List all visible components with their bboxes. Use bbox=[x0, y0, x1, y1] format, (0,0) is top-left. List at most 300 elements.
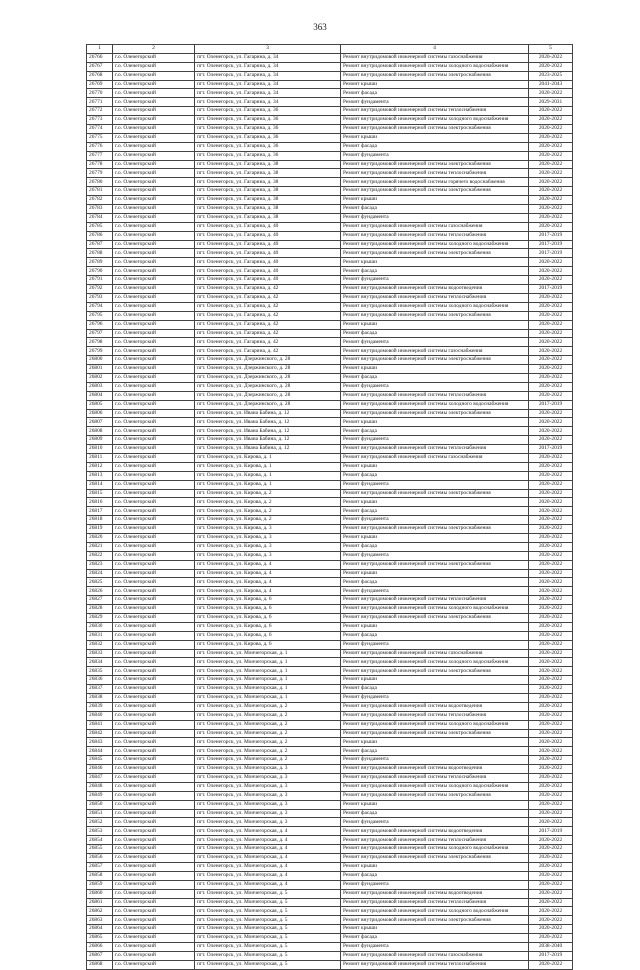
work-type-cell: Ремонт внутридомовой инженерной системы водоотведения bbox=[341, 765, 529, 774]
address-cell: пгт. Оленегорск, ул. Гагарина, д. 36 bbox=[195, 107, 341, 116]
row-number-cell: 26857 bbox=[87, 862, 113, 871]
work-type-cell: Ремонт внутридомовой инженерной системы электроснабжения bbox=[341, 614, 529, 623]
work-type-cell: Ремонт внутридомовой инженерной системы холодного водоснабжения bbox=[341, 116, 529, 125]
work-type-cell: Ремонт внутридомовой инженерной системы электроснабжения bbox=[341, 71, 529, 80]
period-cell: 2020-2022 bbox=[529, 516, 573, 525]
row-number-cell: 26826 bbox=[87, 587, 113, 596]
table-row bbox=[87, 667, 573, 676]
address-cell: пгт. Оленегорск, ул. Гагарина, д. 34 bbox=[195, 80, 341, 89]
period-cell: 2020-2022 bbox=[529, 738, 573, 747]
row-number-cell: 26794 bbox=[87, 302, 113, 311]
municipality-cell: г.о. Оленегорский bbox=[113, 605, 195, 614]
row-number-cell: 26849 bbox=[87, 791, 113, 800]
period-cell: 2020-2022 bbox=[529, 222, 573, 231]
table-row bbox=[87, 631, 573, 640]
period-cell: 2020-2022 bbox=[529, 694, 573, 703]
work-type-cell: Ремонт внутридомовой инженерной системы газоснабжения bbox=[341, 649, 529, 658]
address-cell: пгт. Оленегорск, ул. Дзержинского, д. 28 bbox=[195, 356, 341, 365]
municipality-cell: г.о. Оленегорский bbox=[113, 685, 195, 694]
work-type-cell: Ремонт внутридомовой инженерной системы электроснабжения bbox=[341, 854, 529, 863]
municipality-cell: г.о. Оленегорский bbox=[113, 934, 195, 943]
period-cell: 2020-2022 bbox=[529, 178, 573, 187]
work-type-cell: Ремонт внутридомовой инженерной системы холодного водоснабжения bbox=[341, 302, 529, 311]
period-cell: 2020-2022 bbox=[529, 533, 573, 542]
work-type-cell: Ремонт крыши bbox=[341, 320, 529, 329]
row-number-cell: 26844 bbox=[87, 747, 113, 756]
municipality-cell: г.о. Оленегорский bbox=[113, 169, 195, 178]
row-number-cell: 26811 bbox=[87, 453, 113, 462]
work-type-cell: Ремонт фасада bbox=[341, 747, 529, 756]
row-number-cell: 26830 bbox=[87, 622, 113, 631]
row-number-cell: 26832 bbox=[87, 640, 113, 649]
row-number-cell: 26850 bbox=[87, 800, 113, 809]
row-number-cell: 26800 bbox=[87, 356, 113, 365]
row-number-cell: 26781 bbox=[87, 187, 113, 196]
address-cell: пгт. Оленегорск, ул. Гагарина, д. 38 bbox=[195, 213, 341, 222]
period-cell: 2023-2025 bbox=[529, 71, 573, 80]
table-row bbox=[87, 711, 573, 720]
address-cell: пгт. Оленегорск, ул. Ивана Бабина, д. 12 bbox=[195, 418, 341, 427]
municipality-cell: г.о. Оленегорский bbox=[113, 178, 195, 187]
row-number-cell: 26789 bbox=[87, 258, 113, 267]
work-type-cell: Ремонт фундамента bbox=[341, 516, 529, 525]
row-number-cell: 26852 bbox=[87, 818, 113, 827]
municipality-cell: г.о. Оленегорский bbox=[113, 916, 195, 925]
row-number-cell: 26784 bbox=[87, 213, 113, 222]
works-table bbox=[86, 44, 573, 970]
period-cell: 2020-2022 bbox=[529, 89, 573, 98]
municipality-cell: г.о. Оленегорский bbox=[113, 622, 195, 631]
period-cell: 2020-2022 bbox=[529, 53, 573, 62]
municipality-cell: г.о. Оленегорский bbox=[113, 293, 195, 302]
work-type-cell: Ремонт фасада bbox=[341, 267, 529, 276]
municipality-cell: г.о. Оленегорский bbox=[113, 880, 195, 889]
row-number-cell: 26799 bbox=[87, 347, 113, 356]
municipality-cell: г.о. Оленегорский bbox=[113, 480, 195, 489]
table-row bbox=[87, 614, 573, 623]
address-cell: пгт. Оленегорск, ул. Гагарина, д. 38 bbox=[195, 178, 341, 187]
address-cell: пгт. Оленегорск, ул. Мончегорская, д. 4 bbox=[195, 871, 341, 880]
municipality-cell: г.о. Оленегорский bbox=[113, 578, 195, 587]
address-cell: пгт. Оленегорск, ул. Мончегорская, д. 2 bbox=[195, 720, 341, 729]
work-type-cell: Ремонт внутридомовой инженерной системы газоснабжения bbox=[341, 53, 529, 62]
address-cell: пгт. Оленегорск, ул. Мончегорская, д. 1 bbox=[195, 649, 341, 658]
work-type-cell: Ремонт внутридомовой инженерной системы холодного водоснабжения bbox=[341, 720, 529, 729]
municipality-cell: г.о. Оленегорский bbox=[113, 320, 195, 329]
address-cell: пгт. Оленегорск, ул. Кирова, д. 6 bbox=[195, 640, 341, 649]
table-row bbox=[87, 889, 573, 898]
row-number-cell: 26778 bbox=[87, 160, 113, 169]
period-cell: 2020-2022 bbox=[529, 809, 573, 818]
table-row bbox=[87, 836, 573, 845]
row-number-cell: 26836 bbox=[87, 676, 113, 685]
address-cell: пгт. Оленегорск, ул. Гагарина, д. 42 bbox=[195, 329, 341, 338]
row-number-cell: 26848 bbox=[87, 782, 113, 791]
row-number-cell: 26867 bbox=[87, 951, 113, 960]
work-type-cell: Ремонт внутридомовой инженерной системы теплоснабжения bbox=[341, 231, 529, 240]
municipality-cell: г.о. Оленегорский bbox=[113, 489, 195, 498]
work-type-cell: Ремонт фундамента bbox=[341, 98, 529, 107]
municipality-cell: г.о. Оленегорский bbox=[113, 702, 195, 711]
address-cell: пгт. Оленегорск, ул. Мончегорская, д. 5 bbox=[195, 942, 341, 951]
address-cell: пгт. Оленегорск, ул. Кирова, д. 6 bbox=[195, 622, 341, 631]
work-type-cell: Ремонт внутридомовой инженерной системы электроснабжения bbox=[341, 667, 529, 676]
work-type-cell: Ремонт внутридомовой инженерной системы холодного водоснабжения bbox=[341, 62, 529, 71]
municipality-cell: г.о. Оленегорский bbox=[113, 356, 195, 365]
row-number-cell: 26853 bbox=[87, 827, 113, 836]
period-cell: 2020-2022 bbox=[529, 934, 573, 943]
period-cell: 2020-2022 bbox=[529, 907, 573, 916]
work-type-cell: Ремонт фасада bbox=[341, 685, 529, 694]
address-cell: пгт. Оленегорск, ул. Мончегорская, д. 4 bbox=[195, 854, 341, 863]
row-number-cell: 26815 bbox=[87, 489, 113, 498]
address-cell: пгт. Оленегорск, ул. Кирова, д. 3 bbox=[195, 551, 341, 560]
address-cell: пгт. Оленегорск, ул. Кирова, д. 3 bbox=[195, 542, 341, 551]
table-row bbox=[87, 934, 573, 943]
row-number-cell: 26770 bbox=[87, 89, 113, 98]
table-row bbox=[87, 356, 573, 365]
municipality-cell: г.о. Оленегорский bbox=[113, 133, 195, 142]
municipality-cell: г.о. Оленегорский bbox=[113, 614, 195, 623]
work-type-cell: Ремонт фасада bbox=[341, 578, 529, 587]
row-number-cell: 26855 bbox=[87, 845, 113, 854]
row-number-cell: 26838 bbox=[87, 694, 113, 703]
period-cell: 2020-2022 bbox=[529, 916, 573, 925]
municipality-cell: г.о. Оленегорский bbox=[113, 747, 195, 756]
address-cell: пгт. Оленегорск, ул. Мончегорская, д. 5 bbox=[195, 925, 341, 934]
table-row bbox=[87, 329, 573, 338]
work-type-cell: Ремонт фасада bbox=[341, 507, 529, 516]
address-cell: пгт. Оленегорск, ул. Гагарина, д. 42 bbox=[195, 320, 341, 329]
table-row bbox=[87, 747, 573, 756]
period-cell: 2020-2022 bbox=[529, 525, 573, 534]
table-row bbox=[87, 418, 573, 427]
row-number-cell: 26839 bbox=[87, 702, 113, 711]
address-cell: пгт. Оленегорск, ул. Мончегорская, д. 4 bbox=[195, 845, 341, 854]
work-type-cell: Ремонт фасада bbox=[341, 809, 529, 818]
address-cell: пгт. Оленегорск, ул. Мончегорская, д. 3 bbox=[195, 782, 341, 791]
period-cell: 2020-2022 bbox=[529, 685, 573, 694]
table-row bbox=[87, 818, 573, 827]
row-number-cell: 26783 bbox=[87, 205, 113, 214]
row-number-cell: 26767 bbox=[87, 62, 113, 71]
period-cell: 2038-2040 bbox=[529, 942, 573, 951]
address-cell: пгт. Оленегорск, ул. Гагарина, д. 40 bbox=[195, 276, 341, 285]
municipality-cell: г.о. Оленегорский bbox=[113, 960, 195, 969]
work-type-cell: Ремонт крыши bbox=[341, 622, 529, 631]
address-cell: пгт. Оленегорск, ул. Дзержинского, д. 28 bbox=[195, 382, 341, 391]
municipality-cell: г.о. Оленегорский bbox=[113, 125, 195, 134]
municipality-cell: г.о. Оленегорский bbox=[113, 907, 195, 916]
municipality-cell: г.о. Оленегорский bbox=[113, 720, 195, 729]
work-type-cell: Ремонт внутридомовой инженерной системы электроснабжения bbox=[341, 791, 529, 800]
period-cell: 2020-2022 bbox=[529, 329, 573, 338]
period-cell: 2020-2022 bbox=[529, 436, 573, 445]
municipality-cell: г.о. Оленегорский bbox=[113, 756, 195, 765]
table-row bbox=[87, 347, 573, 356]
work-type-cell: Ремонт фасада bbox=[341, 427, 529, 436]
municipality-cell: г.о. Оленегорский bbox=[113, 338, 195, 347]
table-row bbox=[87, 196, 573, 205]
row-number-cell: 26818 bbox=[87, 516, 113, 525]
table-row bbox=[87, 925, 573, 934]
table-row bbox=[87, 587, 573, 596]
municipality-cell: г.о. Оленегорский bbox=[113, 222, 195, 231]
period-cell: 2020-2022 bbox=[529, 720, 573, 729]
work-type-cell: Ремонт внутридомовой инженерной системы газоснабжения bbox=[341, 222, 529, 231]
table-row bbox=[87, 276, 573, 285]
period-cell: 2020-2022 bbox=[529, 453, 573, 462]
address-cell: пгт. Оленегорск, ул. Гагарина, д. 40 bbox=[195, 240, 341, 249]
row-number-cell: 26860 bbox=[87, 889, 113, 898]
municipality-cell: г.о. Оленегорский bbox=[113, 471, 195, 480]
table-row bbox=[87, 827, 573, 836]
municipality-cell: г.о. Оленегорский bbox=[113, 160, 195, 169]
work-type-cell: Ремонт фасада bbox=[341, 871, 529, 880]
table-row bbox=[87, 249, 573, 258]
period-cell: 2020-2022 bbox=[529, 596, 573, 605]
row-number-cell: 26787 bbox=[87, 240, 113, 249]
period-cell: 2020-2022 bbox=[529, 116, 573, 125]
row-number-cell: 26791 bbox=[87, 276, 113, 285]
municipality-cell: г.о. Оленегорский bbox=[113, 507, 195, 516]
row-number-cell: 26766 bbox=[87, 53, 113, 62]
work-type-cell: Ремонт фасада bbox=[341, 142, 529, 151]
municipality-cell: г.о. Оленегорский bbox=[113, 676, 195, 685]
work-type-cell: Ремонт внутридомовой инженерной системы электроснабжения bbox=[341, 560, 529, 569]
work-type-cell: Ремонт фундамента bbox=[341, 276, 529, 285]
municipality-cell: г.о. Оленегорский bbox=[113, 827, 195, 836]
work-type-cell: Ремонт внутридомовой инженерной системы теплоснабжения bbox=[341, 596, 529, 605]
period-cell: 2020-2022 bbox=[529, 711, 573, 720]
row-number-cell: 26817 bbox=[87, 507, 113, 516]
period-cell: 2020-2022 bbox=[529, 489, 573, 498]
period-cell: 2020-2022 bbox=[529, 702, 573, 711]
row-number-cell: 26847 bbox=[87, 774, 113, 783]
period-cell: 2020-2022 bbox=[529, 196, 573, 205]
row-number-cell: 26813 bbox=[87, 471, 113, 480]
municipality-cell: г.о. Оленегорский bbox=[113, 871, 195, 880]
table-row bbox=[87, 107, 573, 116]
table-row bbox=[87, 756, 573, 765]
period-cell: 2020-2022 bbox=[529, 631, 573, 640]
work-type-cell: Ремонт внутридомовой инженерной системы теплоснабжения bbox=[341, 898, 529, 907]
row-number-cell: 26768 bbox=[87, 71, 113, 80]
row-number-cell: 26801 bbox=[87, 365, 113, 374]
municipality-cell: г.о. Оленегорский bbox=[113, 542, 195, 551]
period-cell: 2020-2022 bbox=[529, 160, 573, 169]
period-cell: 2020-2022 bbox=[529, 729, 573, 738]
table-row bbox=[87, 365, 573, 374]
table-row bbox=[87, 436, 573, 445]
row-number-cell: 26773 bbox=[87, 116, 113, 125]
table-row bbox=[87, 551, 573, 560]
work-type-cell: Ремонт внутридомовой инженерной системы водоотведения bbox=[341, 285, 529, 294]
table-row bbox=[87, 409, 573, 418]
municipality-cell: г.о. Оленегорский bbox=[113, 498, 195, 507]
table-row bbox=[87, 916, 573, 925]
row-number-cell: 26809 bbox=[87, 436, 113, 445]
row-number-cell: 26846 bbox=[87, 765, 113, 774]
address-cell: пгт. Оленегорск, ул. Мончегорская, д. 3 bbox=[195, 800, 341, 809]
address-cell: пгт. Оленегорск, ул. Гагарина, д. 34 bbox=[195, 53, 341, 62]
work-type-cell: Ремонт фундамента bbox=[341, 694, 529, 703]
municipality-cell: г.о. Оленегорский bbox=[113, 62, 195, 71]
municipality-cell: г.о. Оленегорский bbox=[113, 596, 195, 605]
address-cell: пгт. Оленегорск, ул. Мончегорская, д. 5 bbox=[195, 916, 341, 925]
work-type-cell: Ремонт крыши bbox=[341, 862, 529, 871]
period-cell: 2017-2019 bbox=[529, 240, 573, 249]
period-cell: 2020-2022 bbox=[529, 854, 573, 863]
table-row bbox=[87, 98, 573, 107]
period-cell: 2020-2022 bbox=[529, 480, 573, 489]
address-cell: пгт. Оленегорск, ул. Гагарина, д. 36 bbox=[195, 116, 341, 125]
table-row bbox=[87, 658, 573, 667]
period-cell: 2020-2022 bbox=[529, 276, 573, 285]
table-row bbox=[87, 871, 573, 880]
row-number-cell: 26864 bbox=[87, 925, 113, 934]
municipality-cell: г.о. Оленегорский bbox=[113, 525, 195, 534]
period-cell: 2020-2022 bbox=[529, 418, 573, 427]
table-row bbox=[87, 720, 573, 729]
address-cell: пгт. Оленегорск, ул. Гагарина, д. 38 bbox=[195, 169, 341, 178]
row-number-cell: 26868 bbox=[87, 960, 113, 969]
municipality-cell: г.о. Оленегорский bbox=[113, 427, 195, 436]
municipality-cell: г.о. Оленегорский bbox=[113, 836, 195, 845]
work-type-cell: Ремонт крыши bbox=[341, 365, 529, 374]
period-cell: 2020-2022 bbox=[529, 213, 573, 222]
row-number-cell: 26798 bbox=[87, 338, 113, 347]
row-number-cell: 26856 bbox=[87, 854, 113, 863]
table-row bbox=[87, 765, 573, 774]
address-cell: пгт. Оленегорск, ул. Дзержинского, д. 28 bbox=[195, 365, 341, 374]
row-number-cell: 26819 bbox=[87, 525, 113, 534]
period-cell: 2020-2022 bbox=[529, 774, 573, 783]
row-number-cell: 26858 bbox=[87, 871, 113, 880]
table-row bbox=[87, 578, 573, 587]
row-number-cell: 26792 bbox=[87, 285, 113, 294]
work-type-cell: Ремонт фундамента bbox=[341, 338, 529, 347]
work-type-cell: Ремонт крыши bbox=[341, 738, 529, 747]
municipality-cell: г.о. Оленегорский bbox=[113, 765, 195, 774]
address-cell: пгт. Оленегорск, ул. Мончегорская, д. 5 bbox=[195, 934, 341, 943]
municipality-cell: г.о. Оленегорский bbox=[113, 400, 195, 409]
period-cell: 2020-2022 bbox=[529, 836, 573, 845]
period-cell: 2020-2022 bbox=[529, 133, 573, 142]
address-cell: пгт. Оленегорск, ул. Кирова, д. 6 bbox=[195, 605, 341, 614]
row-number-cell: 26863 bbox=[87, 916, 113, 925]
column-header: 4 bbox=[341, 45, 529, 54]
address-cell: пгт. Оленегорск, ул. Кирова, д. 1 bbox=[195, 453, 341, 462]
municipality-cell: г.о. Оленегорский bbox=[113, 116, 195, 125]
table-row bbox=[87, 525, 573, 534]
work-type-cell: Ремонт внутридомовой инженерной системы теплоснабжения bbox=[341, 107, 529, 116]
work-type-cell: Ремонт внутридомовой инженерной системы теплоснабжения bbox=[341, 391, 529, 400]
address-cell: пгт. Оленегорск, ул. Мончегорская, д. 3 bbox=[195, 809, 341, 818]
row-number-cell: 26788 bbox=[87, 249, 113, 258]
row-number-cell: 26808 bbox=[87, 427, 113, 436]
work-type-cell: Ремонт внутридомовой инженерной системы электроснабжения bbox=[341, 729, 529, 738]
table-row bbox=[87, 116, 573, 125]
work-type-cell: Ремонт внутридомовой инженерной системы водоотведения bbox=[341, 827, 529, 836]
table-row bbox=[87, 338, 573, 347]
table-row bbox=[87, 898, 573, 907]
address-cell: пгт. Оленегорск, ул. Мончегорская, д. 2 bbox=[195, 702, 341, 711]
table-row bbox=[87, 151, 573, 160]
address-cell: пгт. Оленегорск, ул. Гагарина, д. 38 bbox=[195, 205, 341, 214]
row-number-cell: 26777 bbox=[87, 151, 113, 160]
work-type-cell: Ремонт фасада bbox=[341, 631, 529, 640]
address-cell: пгт. Оленегорск, ул. Мончегорская, д. 4 bbox=[195, 836, 341, 845]
period-cell: 2041-2043 bbox=[529, 80, 573, 89]
address-cell: пгт. Оленегорск, ул. Дзержинского, д. 28 bbox=[195, 400, 341, 409]
municipality-cell: г.о. Оленегорский bbox=[113, 809, 195, 818]
municipality-cell: г.о. Оленегорский bbox=[113, 418, 195, 427]
row-number-cell: 26776 bbox=[87, 142, 113, 151]
municipality-cell: г.о. Оленегорский bbox=[113, 551, 195, 560]
period-cell: 2017-2019 bbox=[529, 249, 573, 258]
table-row bbox=[87, 267, 573, 276]
work-type-cell: Ремонт внутридомовой инженерной системы газоснабжения bbox=[341, 453, 529, 462]
address-cell: пгт. Оленегорск, ул. Кирова, д. 2 bbox=[195, 516, 341, 525]
table-row bbox=[87, 569, 573, 578]
period-cell: 2020-2022 bbox=[529, 587, 573, 596]
period-cell: 2020-2022 bbox=[529, 569, 573, 578]
row-number-cell: 26786 bbox=[87, 231, 113, 240]
table-row bbox=[87, 507, 573, 516]
address-cell: пгт. Оленегорск, ул. Кирова, д. 1 bbox=[195, 480, 341, 489]
municipality-cell: г.о. Оленегорский bbox=[113, 569, 195, 578]
address-cell: пгт. Оленегорск, ул. Гагарина, д. 36 bbox=[195, 133, 341, 142]
table-row bbox=[87, 649, 573, 658]
period-cell: 2020-2022 bbox=[529, 960, 573, 969]
table-row bbox=[87, 471, 573, 480]
address-cell: пгт. Оленегорск, ул. Гагарина, д. 40 bbox=[195, 222, 341, 231]
municipality-cell: г.о. Оленегорский bbox=[113, 649, 195, 658]
address-cell: пгт. Оленегорск, ул. Мончегорская, д. 1 bbox=[195, 676, 341, 685]
municipality-cell: г.о. Оленегорский bbox=[113, 738, 195, 747]
address-cell: пгт. Оленегорск, ул. Мончегорская, д. 2 bbox=[195, 711, 341, 720]
table-row bbox=[87, 125, 573, 134]
address-cell: пгт. Оленегорск, ул. Мончегорская, д. 5 bbox=[195, 951, 341, 960]
municipality-cell: г.о. Оленегорский bbox=[113, 391, 195, 400]
municipality-cell: г.о. Оленегорский bbox=[113, 445, 195, 454]
address-cell: пгт. Оленегорск, ул. Мончегорская, д. 5 bbox=[195, 907, 341, 916]
address-cell: пгт. Оленегорск, ул. Ивана Бабина, д. 12 bbox=[195, 436, 341, 445]
table-row bbox=[87, 62, 573, 71]
work-type-cell: Ремонт крыши bbox=[341, 418, 529, 427]
municipality-cell: г.о. Оленегорский bbox=[113, 800, 195, 809]
table-row bbox=[87, 685, 573, 694]
address-cell: пгт. Оленегорск, ул. Гагарина, д. 40 bbox=[195, 231, 341, 240]
period-cell: 2020-2022 bbox=[529, 925, 573, 934]
table-row bbox=[87, 729, 573, 738]
table-row bbox=[87, 862, 573, 871]
address-cell: пгт. Оленегорск, ул. Мончегорская, д. 3 bbox=[195, 765, 341, 774]
period-cell: 2020-2022 bbox=[529, 462, 573, 471]
municipality-cell: г.о. Оленегорский bbox=[113, 329, 195, 338]
address-cell: пгт. Оленегорск, ул. Ивана Бабина, д. 12 bbox=[195, 445, 341, 454]
table-row bbox=[87, 222, 573, 231]
work-type-cell: Ремонт фундамента bbox=[341, 587, 529, 596]
municipality-cell: г.о. Оленегорский bbox=[113, 667, 195, 676]
row-number-cell: 26865 bbox=[87, 934, 113, 943]
work-type-cell: Ремонт внутридомовой инженерной системы электроснабжения bbox=[341, 525, 529, 534]
work-type-cell: Ремонт внутридомовой инженерной системы электроснабжения bbox=[341, 249, 529, 258]
municipality-cell: г.о. Оленегорский bbox=[113, 898, 195, 907]
period-cell: 2020-2022 bbox=[529, 871, 573, 880]
municipality-cell: г.о. Оленегорский bbox=[113, 240, 195, 249]
